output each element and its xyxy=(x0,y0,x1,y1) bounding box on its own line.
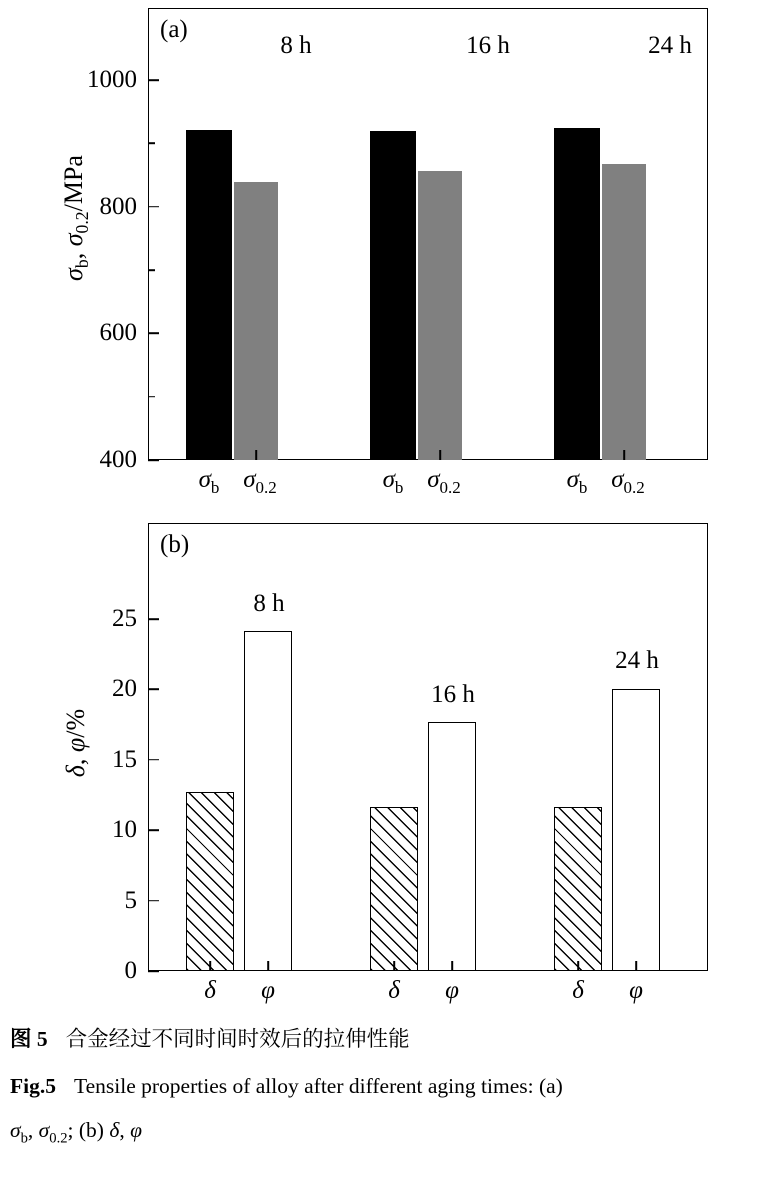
x-tick-label-b-6: φ xyxy=(629,977,643,1004)
y-tick-mark-b-0 xyxy=(148,970,159,972)
x-tick-mark-b-3 xyxy=(393,961,395,971)
caption-chinese-label: 图 5 xyxy=(10,1027,48,1051)
x-tick-mark-a-4 xyxy=(439,450,441,460)
bar-a-24h-sigma-02 xyxy=(602,164,646,460)
y-tick-mark-b-15 xyxy=(148,759,159,761)
y-tick-label-600: 600 xyxy=(99,319,137,347)
bar-a-16h-sigma-b xyxy=(370,131,416,460)
x-tick-label-b-4: φ xyxy=(445,977,459,1004)
y-tick-mark-b-25 xyxy=(148,618,159,620)
y-tick-mark-minor-500 xyxy=(148,396,155,398)
group-annotation-b-8h: 8 h xyxy=(253,590,285,617)
y-tick-mark-800 xyxy=(148,206,159,208)
bar-a-8h-sigma-02 xyxy=(234,182,278,460)
bar-b-24h-phi xyxy=(612,689,660,971)
panel-label-b: (b) xyxy=(160,531,190,558)
x-tick-label-a-6: $\sigma_{0.2}$ xyxy=(611,466,645,497)
caption-english-label: Fig.5 xyxy=(10,1074,56,1098)
group-annotation-b-16h: 16 h xyxy=(431,681,475,708)
caption-english-line2: $\sigma_b$, $\sigma_{0.2}$; (b) δ, φ xyxy=(10,1118,142,1147)
y-tick-label-b-10: 10 xyxy=(112,816,137,844)
group-annotation-b-24h: 24 h xyxy=(615,647,659,674)
y-tick-mark-b-5 xyxy=(148,900,159,902)
y-tick-label-800: 800 xyxy=(99,192,137,220)
group-annotation-a-16h: 16 h xyxy=(466,32,510,59)
x-tick-mark-a-6 xyxy=(623,450,625,460)
y-tick-mark-minor-900 xyxy=(148,143,155,145)
group-annotation-a-24h: 24 h xyxy=(648,32,692,59)
x-tick-mark-a-1 xyxy=(208,450,210,460)
x-tick-mark-a-3 xyxy=(392,450,394,460)
y-tick-label-b-0: 0 xyxy=(124,957,137,984)
y-tick-mark-600 xyxy=(148,333,159,335)
y-tick-mark-b-10 xyxy=(148,829,159,831)
bar-b-8h-delta xyxy=(186,792,234,971)
x-tick-mark-b-1 xyxy=(209,961,211,971)
x-tick-mark-a-2 xyxy=(255,450,257,460)
bar-b-16h-phi xyxy=(428,722,476,971)
y-tick-mark-minor-700 xyxy=(148,269,155,271)
y-axis-title-a: $\sigma_b$, $\sigma_{0.2}$/MPa xyxy=(58,155,93,281)
chart-panel-b xyxy=(61,523,708,1004)
caption-english xyxy=(10,1069,755,1104)
x-tick-mark-b-5 xyxy=(577,961,579,971)
bar-b-8h-phi xyxy=(244,631,292,971)
x-tick-label-b-1: δ xyxy=(204,977,216,1004)
x-tick-label-a-4: $\sigma_{0.2}$ xyxy=(427,466,461,497)
y-tick-label-b-20: 20 xyxy=(112,675,137,703)
caption-english-text: Tensile properties of alloy after different aging times: (a) xyxy=(73,1074,563,1098)
y-tick-mark-400 xyxy=(148,459,159,461)
group-annotation-a-8h: 8 h xyxy=(280,32,312,59)
panel-label-a: (a) xyxy=(160,16,188,43)
y-tick-label-b-15: 15 xyxy=(112,745,137,773)
x-tick-label-a-5: $\sigma_b$ xyxy=(566,466,588,497)
x-tick-label-b-3: δ xyxy=(388,977,400,1004)
x-tick-label-a-3: $\sigma_b$ xyxy=(382,466,404,497)
bar-b-16h-delta xyxy=(370,807,418,971)
y-tick-mark-1000 xyxy=(148,79,159,81)
bar-b-24h-delta xyxy=(554,807,602,971)
x-tick-mark-b-4 xyxy=(451,961,453,971)
x-tick-mark-a-5 xyxy=(576,450,578,460)
caption-chinese xyxy=(10,1022,755,1057)
bar-a-24h-sigma-b xyxy=(554,128,600,460)
chart-panel-a xyxy=(58,8,708,497)
bar-a-8h-sigma-b xyxy=(186,130,232,460)
y-tick-label-b-25: 25 xyxy=(112,605,137,632)
y-axis-title-b: δ, φ/% xyxy=(61,708,90,778)
x-tick-label-a-2: $\sigma_{0.2}$ xyxy=(243,466,277,497)
x-tick-mark-b-2 xyxy=(267,961,269,971)
y-tick-label-b-5: 5 xyxy=(124,886,137,914)
bar-a-16h-sigma-02 xyxy=(418,171,462,460)
y-tick-mark-b-20 xyxy=(148,689,159,691)
caption-chinese-text: 合金经过不同时间时效后的拉伸性能 xyxy=(65,1027,410,1051)
x-tick-label-b-2: φ xyxy=(261,977,275,1004)
y-tick-label-1000: 1000 xyxy=(87,66,137,93)
x-tick-label-a-1: $\sigma_b$ xyxy=(198,466,220,497)
y-tick-label-400: 400 xyxy=(99,446,137,473)
x-tick-mark-b-6 xyxy=(635,961,637,971)
x-tick-label-b-5: δ xyxy=(572,977,584,1004)
